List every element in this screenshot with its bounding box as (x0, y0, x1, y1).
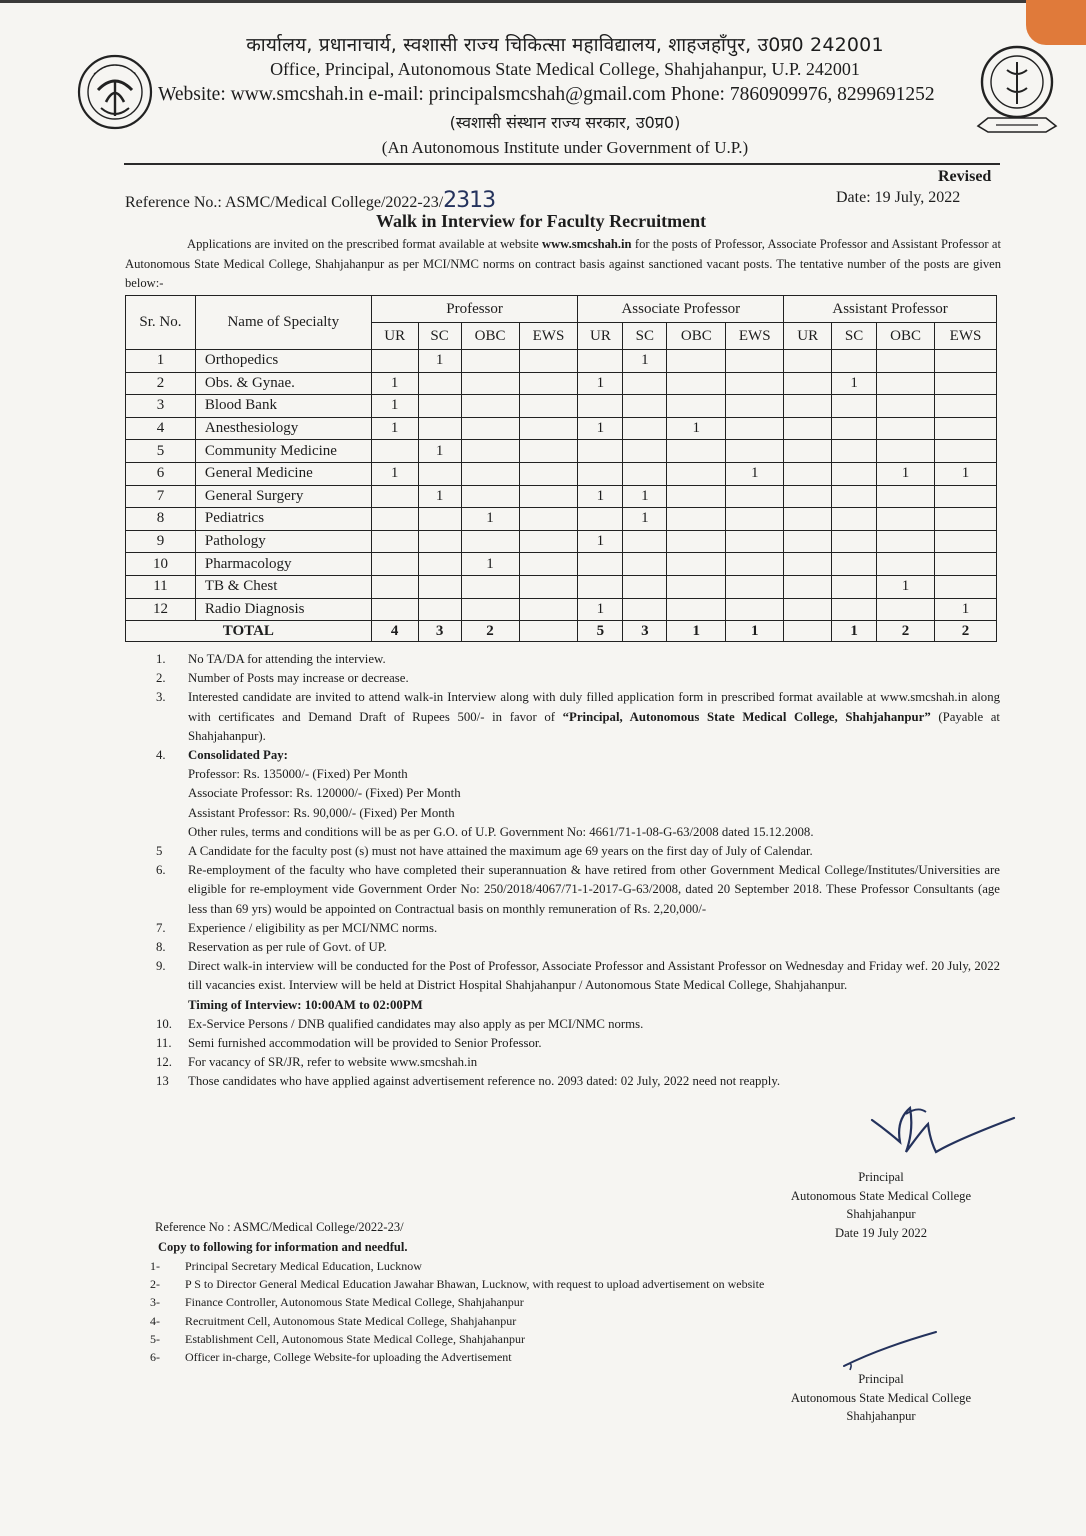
sr-no-cell: 9 (126, 530, 196, 553)
note-item: 11. Semi furnished accommodation will be provided to Senior Professor. (156, 1036, 542, 1051)
post-count-cell (461, 530, 519, 553)
post-count-cell (832, 530, 877, 553)
subheader-ews: EWS (519, 323, 578, 350)
table-row (126, 350, 997, 373)
header-professor: Professor (371, 296, 578, 323)
post-count-cell (578, 350, 623, 373)
post-count-cell (726, 575, 784, 598)
post-count-cell (418, 530, 461, 553)
post-count-cell (418, 372, 461, 395)
post-count-cell (623, 530, 667, 553)
table-row (126, 508, 997, 531)
post-count-cell (784, 485, 832, 508)
post-count-cell (667, 462, 726, 485)
sr-no-cell: 5 (126, 440, 196, 463)
principal-signature-icon (866, 1100, 1016, 1170)
subheader-ews: EWS (726, 323, 784, 350)
post-count-cell (877, 508, 935, 531)
post-count-cell (623, 462, 667, 485)
header-sr-no: Sr. No. (126, 296, 196, 350)
post-count-cell: 1 (623, 350, 667, 373)
post-count-cell: 1 (371, 395, 418, 418)
post-count-cell (935, 350, 997, 373)
copy-heading: Copy to following for information and needful. (158, 1240, 408, 1254)
sr-no-cell: 11 (126, 575, 196, 598)
post-count-cell (784, 417, 832, 440)
post-count-cell (726, 372, 784, 395)
header-divider (124, 163, 1000, 165)
reference-number (125, 188, 495, 213)
post-count-cell (832, 395, 877, 418)
post-count-cell (519, 485, 578, 508)
principal-signature-2-icon (840, 1328, 940, 1374)
post-count-cell (935, 395, 997, 418)
post-count-cell (935, 372, 997, 395)
post-count-cell (371, 575, 418, 598)
post-count-cell (784, 462, 832, 485)
total-cell: 1 (726, 621, 784, 642)
post-count-cell (667, 553, 726, 576)
post-count-cell (877, 530, 935, 553)
specialty-cell: Blood Bank (195, 395, 371, 418)
total-cell: 4 (371, 621, 418, 642)
post-count-cell (418, 508, 461, 531)
post-count-cell: 1 (578, 530, 623, 553)
table-row (126, 553, 997, 576)
header-contact-line: Website: www.smcshah.in e-mail: principalsmcshah@gmail.com Phone: 7860909976, 8299691252 (158, 84, 935, 105)
sr-no-cell: 10 (126, 553, 196, 576)
post-count-cell (726, 485, 784, 508)
intro-paragraph (125, 235, 1001, 294)
post-count-cell (877, 395, 935, 418)
post-count-cell (418, 553, 461, 576)
revised-label: Revised (938, 168, 992, 185)
up-state-emblem-icon (76, 50, 154, 138)
pay-associate-professor: Associate Professor: Rs. 120000/- (Fixed) Per Month (188, 786, 461, 801)
specialty-cell: Community Medicine (195, 440, 371, 463)
post-count-cell (418, 462, 461, 485)
sr-no-cell: 1 (126, 350, 196, 373)
post-count-cell (726, 598, 784, 621)
post-count-cell: 1 (578, 417, 623, 440)
note-item: 8. Reservation as per rule of Govt. of UP. (156, 940, 387, 955)
subheader-ews: EWS (935, 323, 997, 350)
top-border (0, 0, 1026, 3)
sr-no-cell: 8 (126, 508, 196, 531)
reference-handwritten-number: 2313 (443, 188, 496, 213)
post-count-cell (623, 553, 667, 576)
table-row (126, 395, 997, 418)
post-count-cell (461, 350, 519, 373)
post-count-cell (578, 440, 623, 463)
note-item: 6. Re-employment of the faculty who have completed their superannuation & have retired from other Government Medical College/Institutes/Universities are eligible for re-employment vide Government Order No: 250/2018/4067/71-1-2017-G-63/2008, dated 20 September 2018. These Professor Consultants (age less than 69 yrs) would be appointed on Contractual basis on monthly remuneration of Rs. 2,20,000/- (156, 863, 1000, 916)
table-row (126, 530, 997, 553)
copy-item: 1- Principal Secretary Medical Education, Lucknow (150, 1259, 422, 1273)
intro-website: www.smcshah.in (541, 237, 632, 251)
note-item: 2. Number of Posts may increase or decrease. (156, 671, 409, 686)
post-count-cell: 1 (461, 553, 519, 576)
post-count-cell (877, 553, 935, 576)
post-count-cell (784, 598, 832, 621)
post-count-cell (418, 575, 461, 598)
table-row (126, 485, 997, 508)
sr-no-cell: 6 (126, 462, 196, 485)
note-item: 5 A Candidate for the faculty post (s) must not have attained the maximum age 69 years on the first day of July of Calendar. (156, 844, 813, 859)
post-count-cell: 1 (418, 485, 461, 508)
header-associate-professor: Associate Professor (578, 296, 784, 323)
post-count-cell (519, 575, 578, 598)
post-count-cell (877, 598, 935, 621)
copy-item: 2- P S to Director General Medical Education Jawahar Bhawan, Lucknow, with request to upload advertisement on website (150, 1277, 765, 1292)
post-count-cell (667, 350, 726, 373)
copy-reference: Reference No : ASMC/Medical College/2022-23/ (155, 1220, 404, 1234)
post-count-cell (877, 417, 935, 440)
copy-item: 3- Finance Controller, Autonomous State Medical College, Shahjahanpur (150, 1295, 524, 1310)
post-count-cell (667, 440, 726, 463)
header-autonomous-line: (An Autonomous Institute under Government of U.P.) (381, 138, 749, 157)
post-count-cell (371, 350, 418, 373)
subheader-ur: UR (371, 323, 418, 350)
post-count-cell (519, 350, 578, 373)
total-cell: 3 (623, 621, 667, 642)
total-cell: 2 (877, 621, 935, 642)
post-count-cell (935, 417, 997, 440)
post-count-cell (784, 372, 832, 395)
total-cell: 3 (418, 621, 461, 642)
post-count-cell (623, 417, 667, 440)
post-count-cell (877, 350, 935, 373)
specialty-cell: Obs. & Gynae. (195, 372, 371, 395)
post-count-cell (578, 575, 623, 598)
post-count-cell (877, 485, 935, 508)
post-count-cell (877, 440, 935, 463)
post-count-cell: 1 (877, 462, 935, 485)
note-item: 1. No TA/DA for attending the interview. (156, 652, 386, 666)
post-count-cell (784, 395, 832, 418)
post-count-cell: 1 (726, 462, 784, 485)
specialty-cell: General Surgery (195, 485, 371, 508)
post-count-cell (461, 372, 519, 395)
note-item: 13 Those candidates who have applied against advertisement reference no. 2093 dated: 02 July, 2022 need not reapply. (156, 1074, 781, 1089)
post-count-cell (519, 598, 578, 621)
post-count-cell (418, 395, 461, 418)
sr-no-cell: 3 (126, 395, 196, 418)
copy-item: 5- Establishment Cell, Autonomous State Medical College, Shahjahanpur (150, 1331, 525, 1346)
post-count-cell: 1 (578, 485, 623, 508)
post-count-cell (832, 508, 877, 531)
note-item: 9. Direct walk-in interview will be conducted for the Post of Professor, Associate Professor and Assistant Professor on Wednesday and Friday wef. 20 July, 2022 till vacancies exist. Interview will be held at District Hospital Shahjahanpur / Autonomous State Medical College, Shahjahanpur. Timing of Interview: 10:00AM to 02:00PM (156, 959, 1000, 1012)
header-office-line: Office, Principal, Autonomous State Medical College, Shahjahanpur, U.P. 242001 (270, 59, 860, 79)
note-item-pay: 4. Consolidated Pay: Professor: Rs. 135000/- (Fixed) Per Month Associate Professor: Rs. 120000/- (Fixed) Per Month Assistant Professor: Rs. 90,000/- (Fixed) Per Month Other rules, terms and conditions will be as per G.O. of U.P. Government No: 4661/71-1-08-G-63/2008 dated 15.12.2008. (150, 746, 1000, 842)
post-count-cell (667, 485, 726, 508)
post-count-cell (784, 575, 832, 598)
vacancy-table (125, 295, 997, 642)
post-count-cell (519, 553, 578, 576)
post-count-cell: 1 (667, 417, 726, 440)
post-count-cell (832, 417, 877, 440)
post-count-cell (578, 395, 623, 418)
post-count-cell (519, 395, 578, 418)
post-count-cell (784, 553, 832, 576)
note-item: 10. Ex-Service Persons / DNB qualified candidates may also apply as per MCI/NMC norms. (156, 1016, 644, 1031)
post-count-cell: 1 (461, 508, 519, 531)
note-item: 3. Interested candidate are invited to attend walk-in Interview along with duly filled application form in prescribed format available at www.smcshah.in along with certificates and Demand Draft of Rupees 500/- in favor of “Principal, Autonomous State Medical College, Shahjahanpur” (Payable at Shahjahanpur). (156, 690, 1000, 743)
post-count-cell (371, 485, 418, 508)
subheader-ur: UR (578, 323, 623, 350)
pay-professor: Professor: Rs. 135000/- (Fixed) Per Month (188, 767, 408, 782)
post-count-cell (726, 508, 784, 531)
specialty-cell: General Medicine (195, 462, 371, 485)
post-count-cell: 1 (418, 440, 461, 463)
principal-signature-block: Principal Autonomous State Medical College Shahjahanpur Date 19 July 2022 (790, 1170, 972, 1240)
post-count-cell (461, 485, 519, 508)
specialty-cell: Anesthesiology (195, 417, 371, 440)
post-count-cell (623, 372, 667, 395)
post-count-cell (461, 462, 519, 485)
post-count-cell (371, 440, 418, 463)
specialty-cell: Orthopedics (195, 350, 371, 373)
post-count-cell (667, 372, 726, 395)
post-count-cell: 1 (418, 350, 461, 373)
post-count-cell (784, 350, 832, 373)
post-count-cell (578, 553, 623, 576)
post-count-cell (726, 530, 784, 553)
post-count-cell (418, 598, 461, 621)
post-count-cell: 1 (371, 462, 418, 485)
post-count-cell (832, 485, 877, 508)
pay-heading: Consolidated Pay: (188, 748, 288, 763)
table-row (126, 462, 997, 485)
total-cell: 2 (461, 621, 519, 642)
terms-list (150, 650, 1000, 1092)
post-count-cell (461, 575, 519, 598)
specialty-cell: Radio Diagnosis (195, 598, 371, 621)
post-count-cell (519, 417, 578, 440)
post-count-cell (832, 553, 877, 576)
post-count-cell (726, 440, 784, 463)
subheader-obc: OBC (461, 323, 519, 350)
post-count-cell (667, 530, 726, 553)
subheader-ur: UR (784, 323, 832, 350)
post-count-cell (832, 462, 877, 485)
subheader-sc: SC (623, 323, 667, 350)
copy-list (150, 1257, 870, 1366)
post-count-cell (461, 417, 519, 440)
post-count-cell (832, 440, 877, 463)
post-count-cell (578, 508, 623, 531)
post-count-cell (519, 530, 578, 553)
post-count-cell (461, 440, 519, 463)
pay-assistant-professor: Assistant Professor: Rs. 90,000/- (Fixed) Per Month (188, 805, 455, 820)
specialty-cell: TB & Chest (195, 575, 371, 598)
post-count-cell: 1 (371, 417, 418, 440)
post-count-cell (726, 395, 784, 418)
post-count-cell (623, 395, 667, 418)
post-count-cell (784, 508, 832, 531)
post-count-cell (578, 462, 623, 485)
subheader-sc: SC (418, 323, 461, 350)
sr-no-cell: 7 (126, 485, 196, 508)
post-count-cell (784, 440, 832, 463)
total-row (126, 621, 997, 642)
post-count-cell (371, 530, 418, 553)
post-count-cell (461, 395, 519, 418)
subheader-sc: SC (832, 323, 877, 350)
copy-item: 4- Recruitment Cell, Autonomous State Medical College, Shahjahanpur (150, 1313, 517, 1328)
post-count-cell (935, 440, 997, 463)
post-count-cell (877, 372, 935, 395)
page-corner (1026, 0, 1086, 45)
reference-text: Reference No.: ASMC/Medical College/2022-23/ (125, 194, 444, 211)
post-count-cell (935, 485, 997, 508)
post-count-cell: 1 (623, 508, 667, 531)
table-row (126, 417, 997, 440)
post-count-cell (832, 350, 877, 373)
post-count-cell: 1 (578, 372, 623, 395)
post-count-cell (623, 598, 667, 621)
post-count-cell (935, 553, 997, 576)
post-count-cell (519, 508, 578, 531)
post-count-cell: 1 (832, 372, 877, 395)
table-row (126, 372, 997, 395)
intro-text-1: Applications are invited on the prescribed format available at website (187, 237, 542, 251)
header-specialty: Name of Specialty (195, 296, 371, 350)
post-count-cell (461, 598, 519, 621)
header-hindi-line: कार्यालय, प्रधानाचार्य, स्वशासी राज्य चिकित्सा महाविद्यालय, शाहजहाँपुर, उ0प्र0 242001 (246, 34, 884, 56)
total-cell: 5 (578, 621, 623, 642)
sr-no-cell: 12 (126, 598, 196, 621)
post-count-cell (832, 598, 877, 621)
post-count-cell (667, 508, 726, 531)
total-label: TOTAL (126, 621, 372, 642)
document-date: Date: 19 July, 2022 (836, 189, 961, 206)
table-row (126, 598, 997, 621)
post-count-cell (784, 530, 832, 553)
total-cell (519, 621, 578, 642)
post-count-cell (726, 417, 784, 440)
post-count-cell (726, 553, 784, 576)
post-count-cell (935, 508, 997, 531)
interview-timing: Timing of Interview: 10:00AM to 02:00PM (188, 997, 423, 1012)
post-count-cell: 1 (371, 372, 418, 395)
post-count-cell (623, 440, 667, 463)
specialty-cell: Pediatrics (195, 508, 371, 531)
post-count-cell: 1 (935, 598, 997, 621)
pay-other-rules: Other rules, terms and conditions will be as per G.O. of U.P. Government No: 4661/71-1-08-G-63/2008 dated 15.12.2008. (188, 824, 814, 839)
post-count-cell: 1 (935, 462, 997, 485)
total-cell: 1 (832, 621, 877, 642)
table-row (126, 440, 997, 463)
post-count-cell (371, 553, 418, 576)
table-row (126, 575, 997, 598)
post-count-cell (726, 350, 784, 373)
post-count-cell (519, 462, 578, 485)
post-count-cell (371, 508, 418, 531)
post-count-cell (667, 598, 726, 621)
total-cell: 1 (667, 621, 726, 642)
note-item: 7. Experience / eligibility as per MCI/NMC norms. (156, 920, 438, 935)
post-count-cell (935, 575, 997, 598)
post-count-cell (519, 372, 578, 395)
intro-text-2: for the posts of Professor, Associate Professor and Assistant Professor at Autonomous State Medical College, Shahjahanpur as per MCI/NMC norms on contract basis against sanctioned vacant posts. The tentative number of the posts are given below:- (125, 237, 1001, 290)
document-title: Walk in Interview for Faculty Recruitment (376, 211, 707, 231)
subheader-obc: OBC (877, 323, 935, 350)
sr-no-cell: 4 (126, 417, 196, 440)
total-cell (784, 621, 832, 642)
post-count-cell (371, 598, 418, 621)
total-cell: 2 (935, 621, 997, 642)
subheader-obc: OBC (667, 323, 726, 350)
note-item: 12. For vacancy of SR/JR, refer to website www.smcshah.in (156, 1055, 478, 1070)
post-count-cell (667, 575, 726, 598)
copy-item: 6- Officer in-charge, College Website-for uploading the Advertisement (150, 1350, 512, 1365)
post-count-cell: 1 (877, 575, 935, 598)
specialty-cell: Pathology (195, 530, 371, 553)
header-hindi-subtitle: (स्वशासी संस्थान राज्य सरकार, उ0प्र0) (449, 113, 681, 132)
principal-signature-block-2: Principal Autonomous State Medical College Shahjahanpur (790, 1372, 972, 1423)
post-count-cell (935, 530, 997, 553)
specialty-cell: Pharmacology (195, 553, 371, 576)
post-count-cell: 1 (578, 598, 623, 621)
header-assistant-professor: Assistant Professor (784, 296, 997, 323)
sr-no-cell: 2 (126, 372, 196, 395)
post-count-cell (418, 417, 461, 440)
post-count-cell (832, 575, 877, 598)
post-count-cell (519, 440, 578, 463)
post-count-cell (667, 395, 726, 418)
post-count-cell: 1 (623, 485, 667, 508)
post-count-cell (623, 575, 667, 598)
